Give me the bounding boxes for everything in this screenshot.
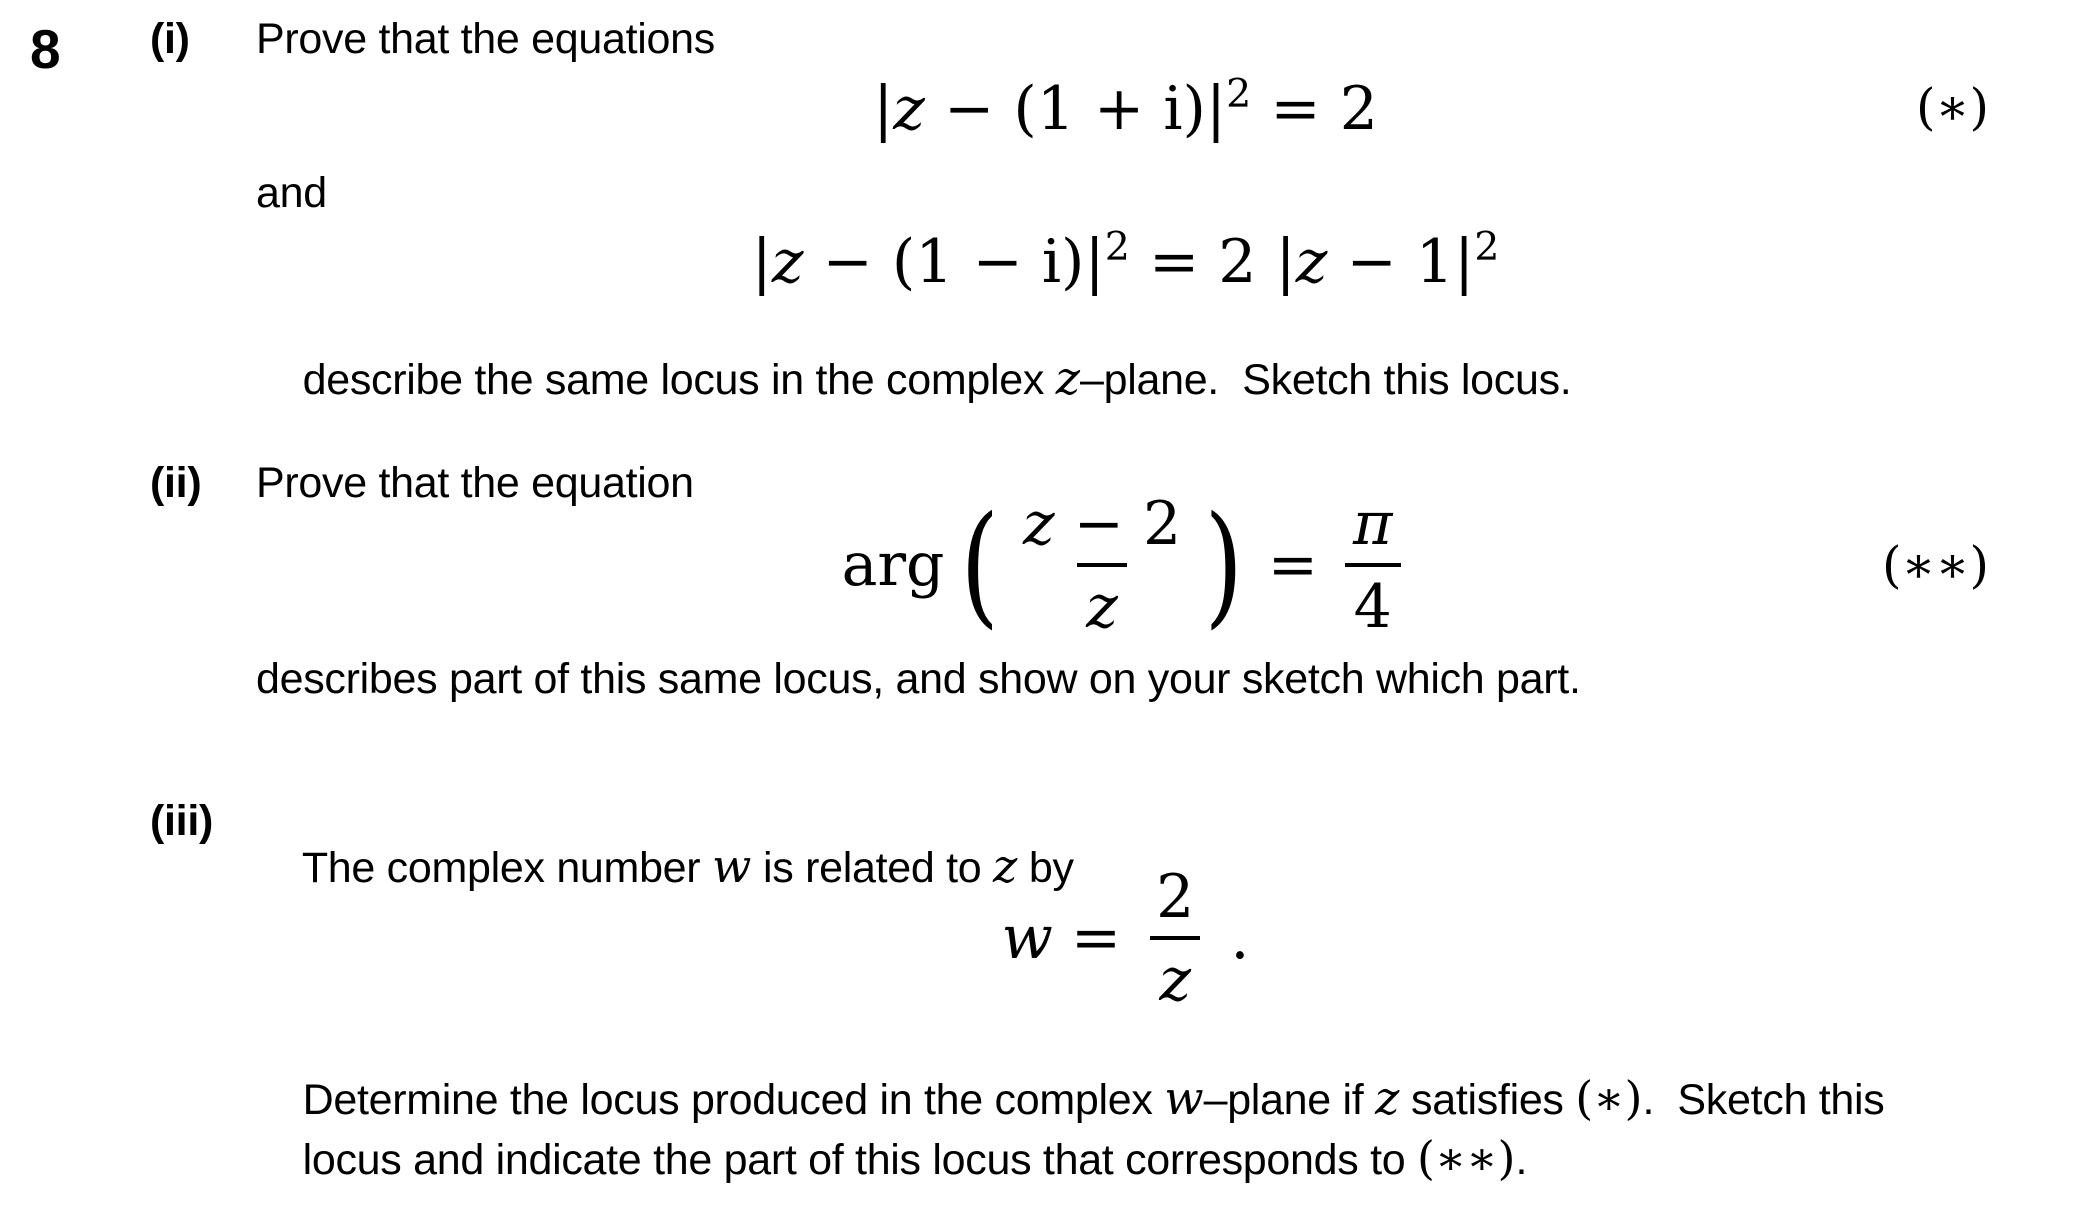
part-i-outro-text-1: describe the same locus in the complex [302,356,1056,404]
outro-2-text-1: locus and indicate the part of this locus that corresponds to [302,1136,1417,1184]
double-star-reference: (∗∗) [1417,1131,1516,1185]
fraction-numerator-2: 2 [1156,861,1195,932]
fraction-z-minus-2-over-z [1014,488,1190,642]
equation-1-rhs: = 2 [1251,73,1378,144]
star-reference: (∗) [1575,1071,1643,1125]
var-z: z [893,73,925,144]
numerator-rest: − 2 [1054,488,1182,559]
equation-1-row [256,71,1995,144]
exponent-2: 2 [1474,224,1500,270]
outro-2-text-2: . [1515,1136,1528,1184]
part-i-outro-text-2: –plane. Sketch this locus. [1079,356,1572,404]
part-i-label: (i) [150,15,190,63]
equation-2-middle: − (1 − i) [803,226,1085,297]
question-number: 8 [30,18,61,80]
part-i-intro: Prove that the equations [256,15,715,63]
equation-2-row [256,224,1995,297]
abs-bar-close: | [1205,73,1227,144]
arg-function: arg [841,530,945,600]
abs-bar-open: | [751,226,772,297]
fraction-denominator: z [1077,563,1127,637]
fraction-numerator [1014,488,1190,563]
part-iii-intro-text-3: by [1017,844,1074,892]
var-z: z [1022,488,1055,559]
fraction-pi-over-4 [1344,488,1401,642]
abs-bar-close: | [1084,226,1105,297]
part-iii-label: (iii) [150,797,213,845]
equation-period: . [1211,903,1250,973]
outro-1-text-2: –plane if [1203,1076,1376,1124]
outro-1-text-4: . Sketch this [1642,1076,1885,1124]
part-iii-intro-text-1: The complex number [301,844,712,892]
part-iii-intro-text-2: is related to [751,844,994,892]
var-z: z [771,226,804,297]
outro-1-text-1: Determine the locus produced in the complex [302,1076,1165,1124]
var-z-inline: z [1055,351,1080,405]
equation-3-row [256,488,1995,642]
fraction-denominator-z: z [1150,936,1200,1010]
var-z-inline: z [993,839,1018,893]
var-z: z [1295,226,1328,297]
part-iii-outro-line-2 [256,1092,1527,1225]
outro-1-text-3: satisfies [1399,1076,1576,1124]
equals-sign: = [1267,530,1318,600]
equation-1-middle: − (1 + i) [924,73,1206,144]
fraction-denominator-4: 4 [1345,563,1401,637]
part-ii-intro: Prove that the equation [256,459,694,507]
part-i-conjunction: and [256,169,327,217]
big-paren-open: ( [960,488,1000,642]
exponent-2: 2 [1226,71,1252,117]
equation-1-tag-star: (∗) [1916,77,1989,136]
equation-2-equals: = 2 [1129,226,1276,297]
var-w: w [1001,903,1053,973]
var-w-inline: w [1164,1071,1204,1125]
exponent-2: 2 [1104,224,1130,270]
var-z-inline: z [1375,1071,1400,1125]
abs-bar-open: | [1275,226,1296,297]
part-ii-outro: describes part of this same locus, and show on your sketch which part. [256,655,1581,703]
equation-2-middle-2: − 1 [1327,226,1454,297]
equals-sign: = [1070,903,1122,973]
var-w-inline: w [711,839,752,893]
part-i-outro [256,312,1571,445]
equation-3-tag-double-star: (∗∗) [1882,536,1989,594]
fraction-2-over-z [1147,861,1203,1015]
abs-bar-open: | [873,73,894,144]
big-paren-close: ) [1204,488,1244,642]
fraction-numerator-pi: π [1352,488,1393,559]
part-ii-label: (ii) [150,459,202,507]
abs-bar-close: | [1453,226,1475,297]
